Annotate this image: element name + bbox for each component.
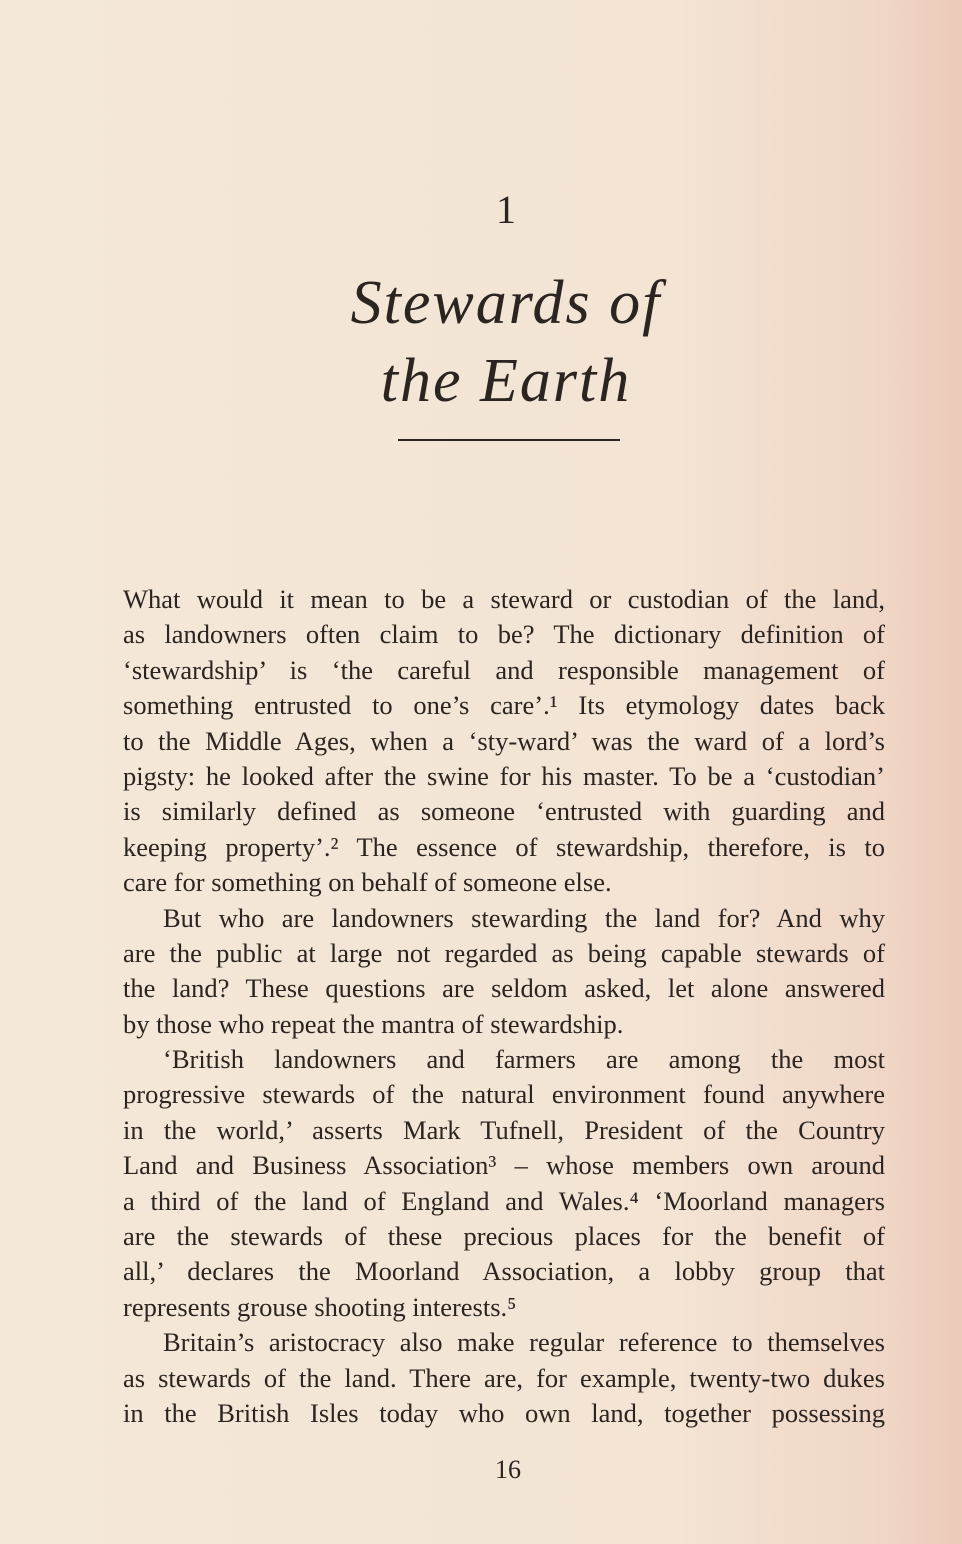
text-line: is similarly defined as someone ‘entrusted with guarding and — [123, 796, 885, 827]
body-text — [123, 582, 885, 1431]
text-line: Britain’s aristocracy also make regular reference to themselves — [163, 1327, 885, 1358]
text-line: keeping property’.² The essence of stewardship, therefore, is to — [123, 831, 885, 862]
text-line: Land and Business Association³ – whose members own around — [123, 1150, 885, 1181]
text-line: the land? These questions are seldom asked, let alone answered — [123, 973, 885, 1004]
chapter-title-line-1: Stewards of — [350, 269, 662, 337]
text-line: are the stewards of these precious places for the benefit of — [123, 1221, 885, 1252]
paragraph — [123, 1325, 885, 1431]
text-line: But who are landowners stewarding the land for? And why — [163, 902, 885, 933]
title-rule — [398, 439, 620, 441]
text-line: something entrusted to one’s care’.¹ Its etymology dates back — [123, 690, 885, 721]
text-line: What would it mean to be a steward or custodian of the land, — [123, 584, 885, 614]
text-line: by those who repeat the mantra of stewardship. — [123, 1008, 624, 1039]
page-number: 16 — [495, 1455, 521, 1484]
text-line: as stewards of the land. There are, for example, twenty-two dukes — [123, 1362, 885, 1393]
paragraph — [123, 901, 885, 1043]
chapter-title-line-2: the Earth — [380, 347, 632, 415]
paragraph — [123, 1042, 885, 1325]
text-line: in the British Isles today who own land, together possessing — [123, 1397, 885, 1428]
chapter-number: 1 — [496, 187, 516, 232]
text-line: pigsty: he looked after the swine for his master. To be a ‘custodian’ — [123, 760, 885, 791]
text-line: care for something on behalf of someone else. — [123, 867, 612, 898]
text-line: all,’ declares the Moorland Association, a lobby group that — [123, 1256, 885, 1287]
text-line: ‘stewardship’ is ‘the careful and responsible management of — [123, 654, 885, 685]
text-line: as landowners often claim to be? The dictionary definition of — [123, 619, 885, 650]
text-line: are the public at large not regarded as being capable stewards of — [123, 937, 885, 968]
text-line: progressive stewards of the natural environment found anywhere — [123, 1079, 885, 1110]
text-line: to the Middle Ages, when a ‘sty-ward’ was the ward of a lord’s — [123, 725, 885, 756]
text-line: ‘British landowners and farmers are among the most — [163, 1044, 885, 1075]
text-line: represents grouse shooting interests.⁵ — [123, 1291, 517, 1322]
text-line: a third of the land of England and Wales.⁴ ‘Moorland managers — [123, 1185, 885, 1216]
text-line: in the world,’ asserts Mark Tufnell, President of the Country — [123, 1114, 885, 1145]
paragraph — [123, 582, 885, 901]
